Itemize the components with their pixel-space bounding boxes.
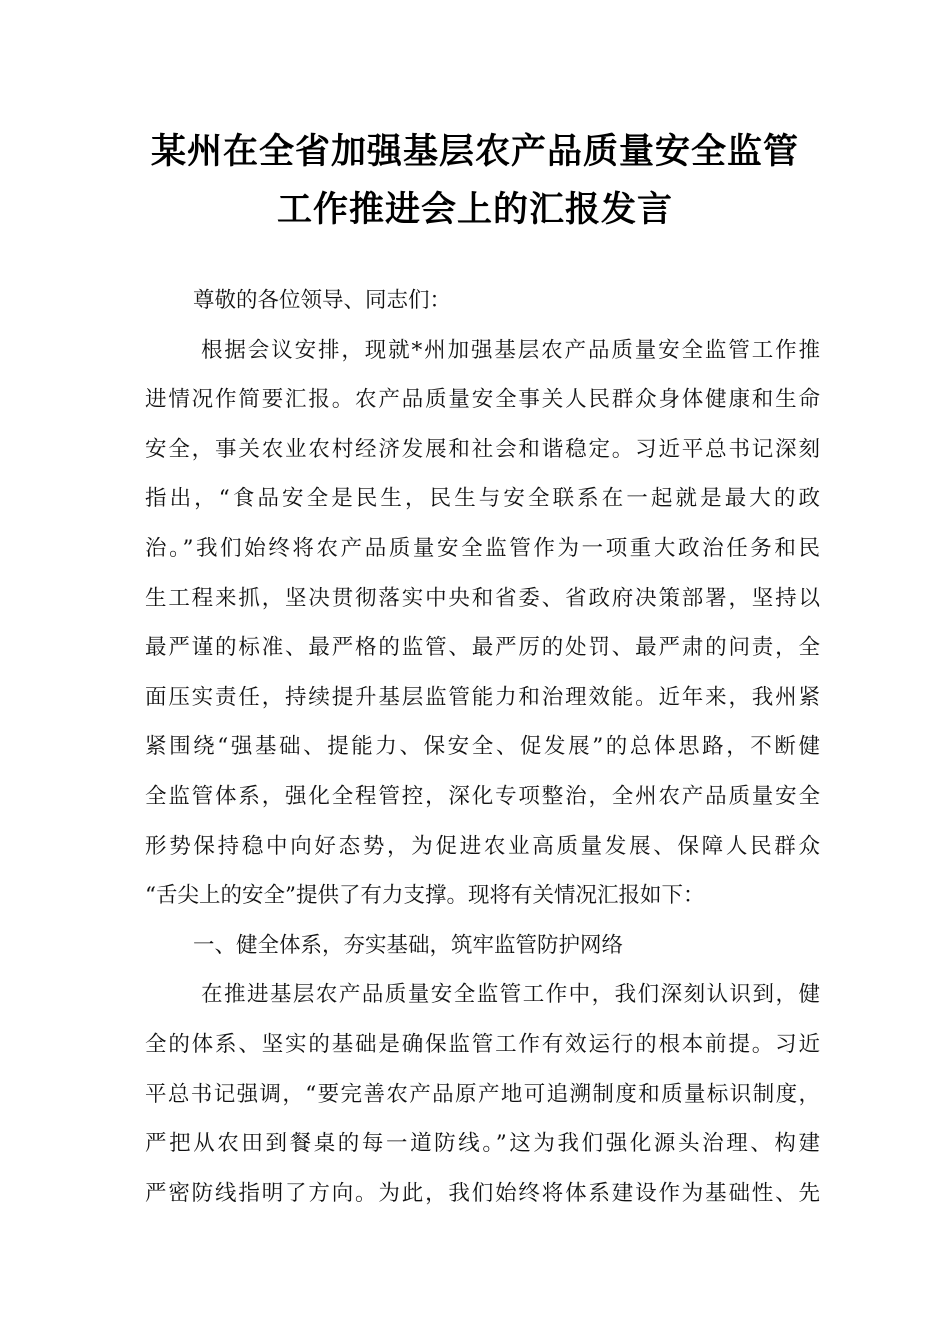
document-title-line-2: 工作推进会上的汇报发言: [276, 190, 673, 230]
document-body: [145, 276, 820, 1218]
paragraph-1-line: 治。”我们始终将农产品质量安全监管作为一项重大政治任务和民: [145, 535, 820, 561]
paragraph-1-line: “舌尖上的安全”提供了有力支撑。现将有关情况汇报如下：: [145, 883, 705, 909]
paragraph-2-line: 全的体系、坚实的基础是确保监管工作有效运行的根本前提。习近: [145, 1031, 820, 1057]
paragraph-1-line: 面压实责任，持续提升基层监管能力和治理效能。近年来，我州紧: [145, 684, 820, 710]
paragraph-1-line: 指出，“食品安全是民生，民生与安全联系在一起就是最大的政: [145, 486, 820, 512]
paragraph-2-line: 在推进基层农产品质量安全监管工作中，我们深刻认识到，健: [201, 982, 820, 1008]
paragraph-1-line: 根据会议安排，现就*州加强基层农产品质量安全监管工作推: [201, 337, 820, 363]
paragraph-1-line: 安全，事关农业农村经济发展和社会和谐稳定。习近平总书记深刻: [145, 436, 820, 462]
paragraph-1-line: 形势保持稳中向好态势，为促进农业高质量发展、保障人民群众: [145, 833, 820, 859]
paragraph-1-line: 紧围绕“强基础、提能力、保安全、促发展”的总体思路，不断健: [145, 734, 820, 760]
paragraph-1-line: 最严谨的标准、最严格的监管、最严厉的处罚、最严肃的问责，全: [145, 635, 820, 661]
paragraph-2-line: 平总书记强调，“要完善农产品原产地可追溯制度和质量标识制度，: [145, 1081, 820, 1107]
document-title-line-1: 某州在全省加强基层农产品质量安全监管: [150, 132, 799, 172]
section-1-heading: 一、健全体系，夯实基础，筑牢监管防护网络: [193, 932, 624, 958]
paragraph-2-line: 严把从农田到餐桌的每一道防线。”这为我们强化源头治理、构建: [145, 1131, 820, 1157]
paragraph-1-line: 生工程来抓，坚决贯彻落实中央和省委、省政府决策部署，坚持以: [145, 585, 820, 611]
paragraph-2-line: 严密防线指明了方向。为此，我们始终将体系建设作为基础性、先: [145, 1180, 820, 1206]
paragraph-1-line: 全监管体系，强化全程管控，深化专项整治，全州农产品质量安全: [145, 783, 820, 809]
paragraph-1-line: 进情况作简要汇报。农产品质量安全事关人民群众身体健康和生命: [145, 387, 820, 413]
salutation: 尊敬的各位领导、同志们：: [193, 288, 452, 313]
